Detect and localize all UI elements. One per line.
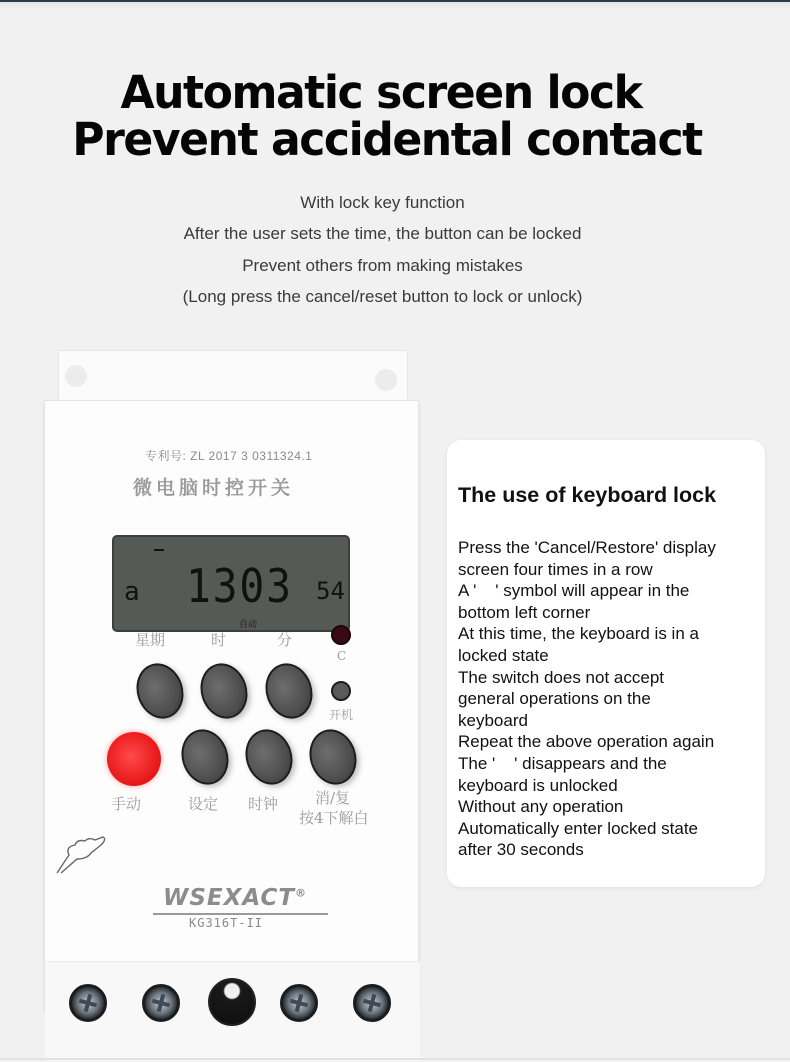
unlock-hint-label: 按4下解白: [299, 809, 369, 827]
power-indicator-led: [331, 681, 351, 701]
clock-label: 时钟: [248, 795, 279, 813]
card-line: Press the 'Cancel/Restore' display: [458, 538, 716, 557]
card-line: after 30 seconds: [458, 840, 584, 860]
patent-number: 专利号: ZL 2017 3 0311324.1: [145, 449, 313, 463]
card-line: bottom left corner: [458, 602, 591, 622]
headline-line-1: Automatic screen lock: [120, 66, 642, 119]
card-line: locked state: [458, 645, 549, 665]
cancel-restore-label: 消/复: [315, 789, 351, 807]
subtitle-line: Prevent others from making mistakes: [242, 256, 523, 275]
mount-hole: [65, 365, 87, 387]
timer-switch-device: [44, 350, 419, 1010]
subtitle-line: With lock key function: [300, 193, 465, 212]
lcd-day: a: [124, 577, 140, 607]
set-button[interactable]: [174, 723, 235, 790]
device-title: 微电脑时控开关: [133, 477, 295, 499]
mount-hole: [375, 369, 397, 391]
terminal-screw-icon: [69, 984, 107, 1022]
headline-line-2: Prevent accidental contact: [72, 113, 702, 166]
lcd-display: [112, 535, 350, 632]
card-line: Repeat the above operation again: [458, 732, 715, 752]
week-label: 星期: [135, 631, 166, 649]
manual-label: 手动: [111, 795, 142, 813]
card-line: The ' ' disappears and the: [458, 753, 667, 773]
card-line: A ' ' symbol will appear in the: [458, 581, 690, 601]
card-line: At this time, the keyboard is in a: [458, 624, 699, 644]
set-label: 设定: [188, 795, 219, 813]
card-title: The use of keyboard lock: [458, 483, 717, 507]
model-number: KG316T-II: [189, 916, 264, 930]
card-line: keyboard: [458, 710, 528, 730]
card-line: keyboard is unlocked: [458, 775, 618, 795]
card-line: The switch does not accept: [458, 667, 665, 687]
brand-name: WSEXACT: [163, 885, 296, 911]
terminal-screw-icon: [142, 984, 180, 1022]
power-indicator-label: 开机: [329, 708, 354, 722]
card-line: general operations on the: [458, 689, 651, 709]
card-line: Without any operation: [458, 797, 624, 817]
brand-underline: [153, 913, 328, 915]
card-line: screen four times in a row: [458, 559, 653, 579]
lcd-mode: 自动: [239, 620, 258, 630]
hand-pointer-icon: [55, 833, 107, 879]
c-indicator-label: C: [337, 649, 347, 663]
minute-label: 分: [277, 631, 293, 649]
lcd-time: 1303: [185, 559, 293, 613]
keyboard-lock-info-card: [447, 440, 765, 887]
terminal-strip: [45, 961, 420, 1061]
subtitle-line: After the user sets the time, the button can be locked: [183, 224, 582, 243]
registered-mark: ®: [295, 886, 308, 900]
terminal-screw-icon: [353, 984, 391, 1022]
card-body: [458, 537, 762, 861]
week-button[interactable]: [129, 657, 190, 724]
subtitle-line: (Long press the cancel/reset button to lock or unlock): [182, 287, 583, 306]
manual-button[interactable]: [107, 732, 161, 786]
cancel-restore-button[interactable]: [302, 723, 363, 790]
lock-symbol-indicator: [154, 549, 164, 551]
brand-logo: [163, 885, 307, 911]
bottom-divider: [0, 1058, 790, 1060]
minute-button[interactable]: [258, 657, 319, 724]
terminal-screw-icon: [280, 984, 318, 1022]
hour-button[interactable]: [193, 657, 254, 724]
center-terminal-hole: [208, 978, 256, 1026]
hour-label: 时: [211, 631, 227, 649]
card-line: Automatically enter locked state: [458, 818, 699, 838]
top-border-fade: [0, 2, 790, 10]
lcd-seconds: 54: [316, 577, 345, 605]
clock-button[interactable]: [238, 723, 299, 790]
device-body: [44, 400, 419, 1010]
c-indicator-led: [331, 625, 351, 645]
